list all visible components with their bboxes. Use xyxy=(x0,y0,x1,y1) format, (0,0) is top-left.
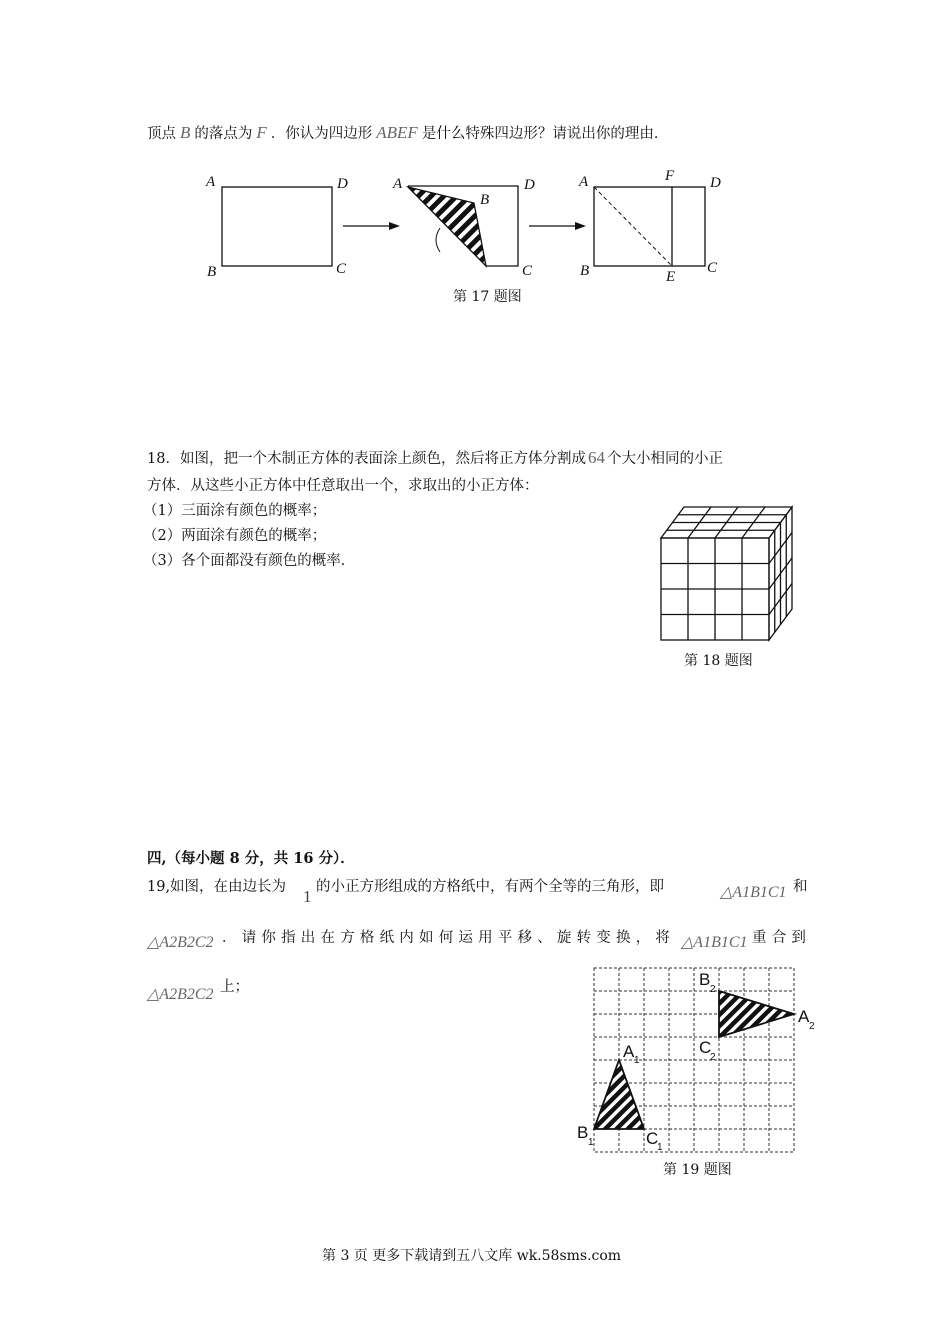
q19-line1-a-text: 19,如图，在由边长为 xyxy=(147,879,287,895)
q19-and: 和 xyxy=(793,879,808,895)
tri2-ref-b: △A2B2C2 xyxy=(147,986,214,1003)
q18-line1-b: 个大小相同的小正 xyxy=(606,451,723,467)
label-b2: B xyxy=(480,192,490,208)
tri1-ref-b: △A1B1C1 xyxy=(681,934,748,951)
var-b: B xyxy=(180,123,191,142)
label-a2: A xyxy=(393,176,403,192)
label-b2: B xyxy=(699,970,711,989)
label-d2: D xyxy=(524,177,535,193)
label-c2: C xyxy=(522,263,533,279)
q19-line2-end: 重合到 xyxy=(752,930,812,946)
label-a1: A xyxy=(623,1042,635,1061)
q19-line3-end: 上； xyxy=(220,979,249,995)
label-d1: D xyxy=(337,176,348,192)
q18-item2: （2）两面涂有颜色的概率； xyxy=(143,528,327,544)
label-b3: B xyxy=(580,263,590,279)
label-b1-sub: 1 xyxy=(588,1137,594,1148)
caption-18: 第 18 题图 xyxy=(684,653,753,669)
label-c1: C xyxy=(336,261,347,277)
page-footer: 第 3 页 更多下载请到五八文库 wk.58sms.com xyxy=(322,1248,622,1264)
q18-item3: （3）各个面都没有颜色的概率． xyxy=(143,553,356,569)
label-b1: B xyxy=(207,264,217,280)
label-b2-sub: 2 xyxy=(710,984,716,995)
caption-17: 第 17 题图 xyxy=(453,289,522,305)
label-c3: C xyxy=(707,260,718,276)
num-64: 64 xyxy=(587,448,605,467)
label-a2-sub: 2 xyxy=(809,1021,815,1032)
num-1: 1 xyxy=(303,887,312,906)
label-f3: F xyxy=(665,168,675,184)
q19-line1-b: 的小正方形组成的方格纸中，有两个全等的三角形，即 xyxy=(316,879,664,895)
label-c1: C xyxy=(646,1129,659,1148)
var-f: F xyxy=(256,123,267,142)
label-b1: B xyxy=(577,1123,589,1142)
label-c1-sub: 1 xyxy=(657,1142,663,1153)
tri1-ref-a: △A1B1C1 xyxy=(720,884,787,901)
q17-text-a: 顶点 xyxy=(147,126,176,142)
q17-text-b: 的落点为 xyxy=(194,126,253,142)
q18-line2: 方体．从这些小正方体中任意取出一个，求取出的小正方体： xyxy=(147,478,539,494)
label-c2: C xyxy=(699,1038,712,1057)
section-4-heading: 四,（每小题 8 分，共 16 分）． xyxy=(147,850,355,867)
label-a1-sub: 1 xyxy=(634,1055,640,1066)
caption-19: 第 19 题图 xyxy=(663,1162,732,1178)
label-a3: A xyxy=(579,174,589,190)
label-d3: D xyxy=(710,175,721,191)
label-a2: A xyxy=(798,1007,810,1026)
q19-line2-mid: ．请你指出在方格纸内如何运用平移、旋转变换，将 xyxy=(222,930,676,946)
triangle-a1b1c1 xyxy=(594,1060,644,1129)
q18-item1: （1）三面涂有颜色的概率； xyxy=(143,503,327,519)
tri2-ref-a: △A2B2C2 xyxy=(147,934,214,951)
label-e3: E xyxy=(666,269,676,285)
triangle-a2b2c2 xyxy=(719,991,794,1037)
label-c2-sub: 2 xyxy=(710,1052,716,1063)
q17-text-c: ．你认为四边形 xyxy=(270,126,373,142)
q18-line1-a: 18．如图，把一个木制正方体的表面涂上颜色，然后将正方体分割成 xyxy=(147,451,586,467)
var-abef: ABEF xyxy=(376,123,418,142)
label-a1: A xyxy=(206,174,216,190)
q17-text-d: 是什么特殊四边形？请说出你的理由． xyxy=(421,126,669,142)
